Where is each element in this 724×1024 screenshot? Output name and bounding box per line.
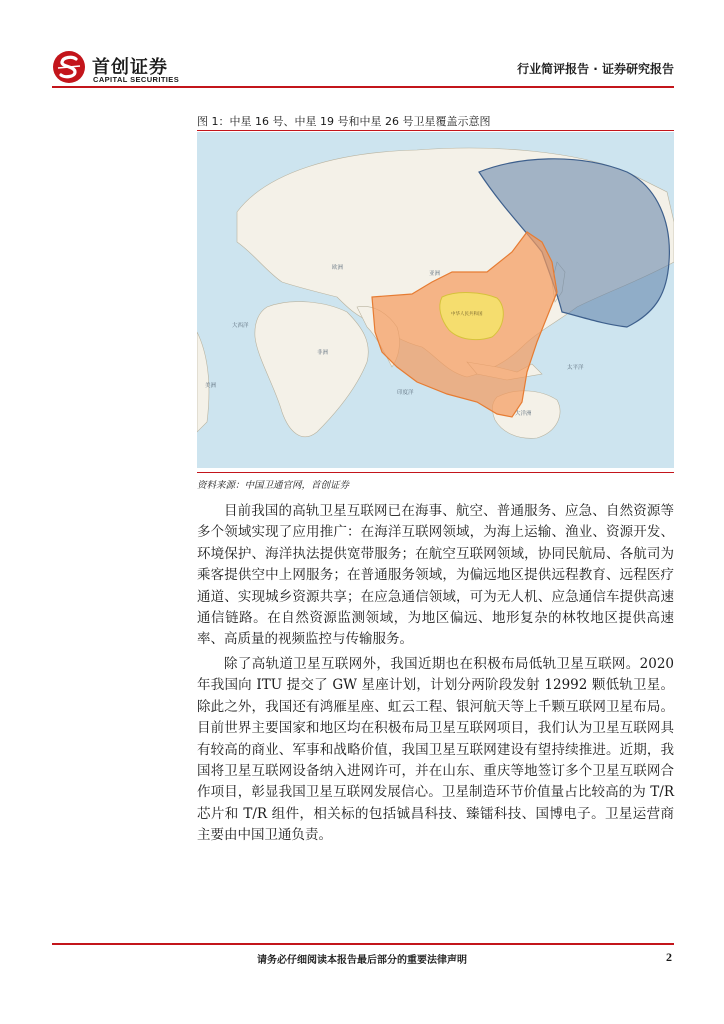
map-label-africa: 非洲 — [317, 350, 329, 356]
figure-source: 资料来源：中国卫通官网，首创证券 — [197, 480, 350, 491]
company-logo — [52, 50, 192, 86]
paragraph-1-text: 目前我国的高轨卫星互联网已在海事、航空、普通服务、应急、自然资源等多个领域实现了应用推广：在海洋互联网领域，为海上运输、渔业、资源开发、环境保护、海洋执法提供宽带服务；在航空互联网领域，协同民航局、各航司为乘客提供空中上网服务；在普通服务领域，为偏远地区提供远程教育、远程医疗通道、实现城乡资源共享；在应急通信领域，可为无人机、应急通信车提供高速通信链路。在自然资源监测领域，为地区偏远、地形复杂的林牧地区提供高速率、高质量的视频监控与传输服务。 — [197, 503, 674, 648]
map-label-americas: 美洲 — [205, 383, 217, 389]
paragraph-2-text: 除了高轨道卫星互联网外，我国近期也在积极布局低轨卫星互联网。2020年我国向 ITU 提交了 GW 星座计划，计划分两阶段发射 12992 颗低轨卫星。除此之外，我国还有鸿雁星座、虹云工程、银河航天等上千颗互联网卫星布局。目前世界主要国家和地区均在积极布局卫星互联网项目，我们认为卫星互联网具有较高的商业、军事和战略价值，我国卫星互联网建设有望持续推进。近期，我国将卫星互联网设备纳入进网许可，并在山东、重庆等地签订多个卫星互联网合作项目，彰显我国卫星互联网发展信心。卫星制造环节价值量占比较高的为 T/R 芯片和 T/R 组件，相关标的包括铖昌科技、臻镭科技、国博电子。卫星运营商主要由中国卫通负责。 — [197, 656, 674, 844]
map-label-center: 中华人民共和国 — [451, 312, 483, 317]
map-label-europe: 欧洲 — [332, 265, 344, 271]
satellite-coverage-map — [197, 132, 674, 468]
body-paragraph-1 — [197, 501, 674, 651]
map-label-indian-ocean: 印度洋 — [397, 390, 414, 396]
map-label-atlantic: 大西洋 — [232, 323, 249, 329]
legal-disclaimer: 请务必仔细阅读本报告最后部分的重要法律声明 — [257, 955, 467, 966]
header-divider — [52, 86, 674, 88]
capital-securities-logo-icon — [52, 50, 86, 84]
logo-english-name: CAPITAL SECURITIES — [93, 75, 180, 84]
body-paragraph-2 — [197, 654, 674, 847]
figure-top-rule — [197, 130, 674, 131]
footer-divider — [52, 943, 674, 945]
map-label-pacific: 太平洋 — [567, 365, 584, 371]
report-type-title: 行业简评报告 · 证券研究报告 — [517, 62, 674, 76]
map-label-australia: 大洋洲 — [515, 411, 532, 417]
map-label-asia: 亚洲 — [429, 271, 441, 277]
logo-chinese-name: 首创证券 — [92, 57, 168, 78]
page-number: 2 — [666, 950, 672, 964]
figure-title: 图 1：中星 16 号、中星 19 号和中星 26 号卫星覆盖示意图 — [197, 115, 491, 128]
figure-bottom-rule — [197, 472, 674, 473]
page-header — [52, 50, 674, 86]
